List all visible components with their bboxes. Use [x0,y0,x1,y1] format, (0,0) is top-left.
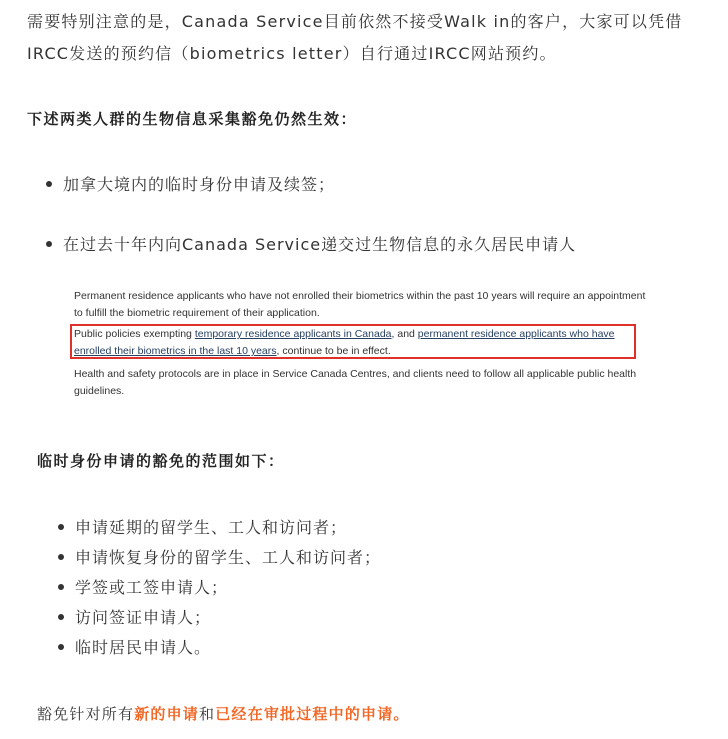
intro-line-1: 需要特别注意的是，Canada Service目前依然不接受Walk in的客户，大家可以凭借 [27,12,683,31]
screenshot-text: Public policies exempting [74,328,195,340]
bullet-icon [58,644,64,650]
bullet-icon [58,554,64,560]
screenshot-paragraph-1: Permanent residence applicants who have not enrolled their biometrics within the past 10 years will require an appointment to fulfill the biometric requirement of their application. [74,290,646,319]
list-item-text: 学签或工签申请人； [75,578,229,597]
bullet-icon [58,584,64,590]
intro-line-2: IRCC发送的预约信（biometrics letter）自行通过IRCC网站预约。 [27,44,557,63]
section-heading-scope: 临时身份申请的豁免的范围如下： [37,452,285,470]
list-item [46,232,576,255]
bullet-icon [46,181,52,187]
list-item-text: 加拿大境内的临时身份申请及续签； [63,175,336,194]
list-item-text: 申请恢复身份的留学生、工人和访问者； [75,548,382,567]
bullet-icon [46,241,52,247]
list-item-text: 申请延期的留学生、工人和访问者； [75,518,348,537]
screenshot-text: , and [391,328,418,340]
highlight-new-applications: 新的申请 [134,705,200,723]
highlight-in-process-applications: 已经在审批过程中的申请。 [215,705,410,723]
list-item [58,635,211,658]
list-item-text: 临时居民申请人。 [75,638,212,657]
screenshot-text: , continue to be in effect. [276,345,391,357]
link-temporary-residence[interactable]: temporary residence applicants in Canada [194,328,392,340]
bullet-icon [58,524,64,530]
section-heading-exemptions: 下述两类人群的生物信息采集豁免仍然生效： [27,110,358,128]
footer-text: 豁免针对所有 [37,705,135,723]
list-item [58,575,228,598]
highlight-box [70,324,636,359]
bullet-icon [58,614,64,620]
list-item [58,515,347,538]
screenshot-paragraph-3: Health and safety protocols are in place in Service Canada Centres, and clients need to follow all applicable public health guidelines. [74,368,637,397]
list-item-text: 访问签证申请人； [75,608,212,627]
list-item [58,545,381,568]
link-permanent-residence[interactable]: permanent residence applicants who have enrolled their biometrics in the last 10 years [74,328,615,357]
list-item [58,605,211,628]
list-item-text: 在过去十年内向Canada Service递交过生物信息的永久居民申请人 [63,235,577,254]
footer-text: 和 [199,705,216,723]
list-item [46,172,335,195]
footer-note [37,698,727,730]
